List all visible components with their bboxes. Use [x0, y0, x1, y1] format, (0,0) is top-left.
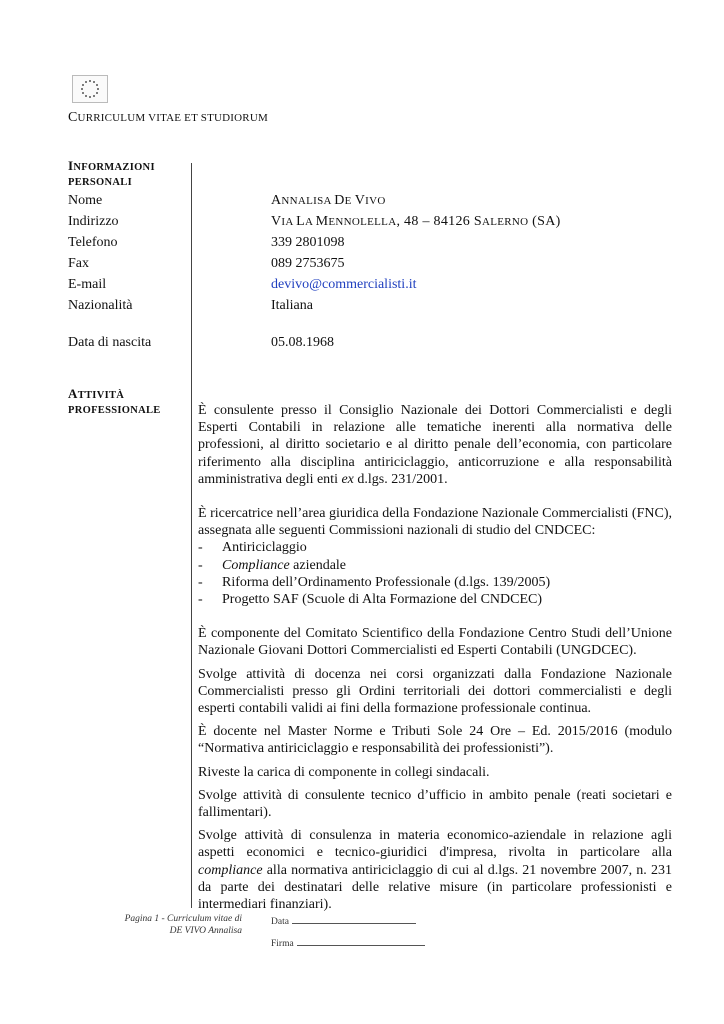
- eu-flag-logo: [72, 75, 108, 103]
- nascita-label: Data di nascita: [68, 335, 152, 350]
- page-footer-label: Pagina 1 - Curriculum vitae di DE VIVO Annalisa: [124, 914, 242, 936]
- paragraph-ctu: Svolge attività di consulente tecnico d’ufficio in ambito penale (reati societari e fallimentari).: [198, 787, 672, 821]
- paragraph-collegi: Riveste la carica di componente in collegi sindacali.: [198, 764, 490, 780]
- paragraph-master: È docente nel Master Norme e Tributi Sole 24 Ore – Ed. 2015/2016 (modulo “Normativa antiriciclaggio e responsabilità dei professionisti”).: [198, 724, 672, 757]
- commissioni-list: [198, 539, 672, 608]
- list-item: - Riforma dell’Ordinamento Professionale (d.lgs. 139/2005): [198, 574, 551, 590]
- paragraph-consulenza: Svolge attività di consulenza in materia economico-aziendale in relazione agli aspetti economici e tecnico-giuridici d'impresa, rivolta in particolare alla compliance alla normativa antiriciclaggio di cui al d.lgs. 21 novembre 2007, n. 231 da parte dei destinatari delle relative misure (in particolare professionisti e intermediari finanziari).: [198, 828, 672, 913]
- nome-label: Nome: [68, 193, 103, 208]
- paragraph-ricercatrice: È ricercatrice nell’area giuridica della Fondazione Nazionale Commercialisti (FNC), assegnata alle seguenti Commissioni nazionali di studio del CNDCEC:: [198, 506, 672, 539]
- section-divider: [191, 163, 192, 908]
- list-item: - Compliance aziendale: [198, 557, 347, 573]
- paragraph-comitato: È componente del Comitato Scientifico della Fondazione Centro Studi dell’Unione Nazionale Giovani Dottori Commercialisti ed Esperti Contabili (UNGDCEC).: [198, 626, 672, 659]
- nazionalita-label: Nazionalità: [68, 298, 133, 313]
- data-signature-field: Data: [271, 914, 416, 927]
- fax-value: 089 2753675: [271, 256, 345, 271]
- telefono-label: Telefono: [68, 235, 118, 250]
- nazionalita-value: Italiana: [271, 298, 313, 313]
- email-link[interactable]: devivo@commercialisti.it: [271, 277, 417, 292]
- document-title: CURRICULUM VITAE ET STUDIORUM: [68, 110, 268, 125]
- indirizzo-value: VIA LA MENNOLELLA, 48 – 84126 SALERNO (SA): [271, 214, 561, 229]
- email-label: E-mail: [68, 277, 107, 292]
- paragraph-docenza: Svolge attività di docenza nei corsi organizzati dalla Fondazione Nazionale Commercialisti presso gli Ordini territoriali dei dottori commercialisti e degli esperti contabili validi ai fini della formazione professionale continua.: [198, 666, 672, 717]
- fax-label: Fax: [68, 256, 89, 271]
- nome-value: ANNALISA DE VIVO: [271, 193, 386, 208]
- telefono-value: 339 2801098: [271, 235, 345, 250]
- professional-body: [198, 402, 672, 913]
- nascita-value: 05.08.1968: [271, 335, 334, 350]
- section-heading-personal: INFORMAZIONI PERSONALI: [68, 158, 155, 188]
- list-item: - Antiriciclaggio: [198, 540, 307, 556]
- list-item: - Progetto SAF (Scuole di Alta Formazione del CNDCEC): [198, 592, 543, 608]
- paragraph-consulente: È consulente presso il Consiglio Nazionale dei Dottori Commercialisti e degli Esperti Contabili in relazione alle tematiche inerenti alla normativa delle professioni, al diritto societario e al diritto penale dell’economia, con particolare riferimento alla disciplina antiriciclaggio, anticorruzione e alla responsabilità amministrativa degli enti ex d.lgs. 231/2001.: [198, 403, 672, 487]
- firma-signature-field: Firma: [271, 936, 425, 949]
- indirizzo-label: Indirizzo: [68, 214, 119, 229]
- section-heading-professional: ATTIVITÀ PROFESSIONALE: [68, 386, 161, 416]
- eu-flag-icon: [73, 76, 107, 102]
